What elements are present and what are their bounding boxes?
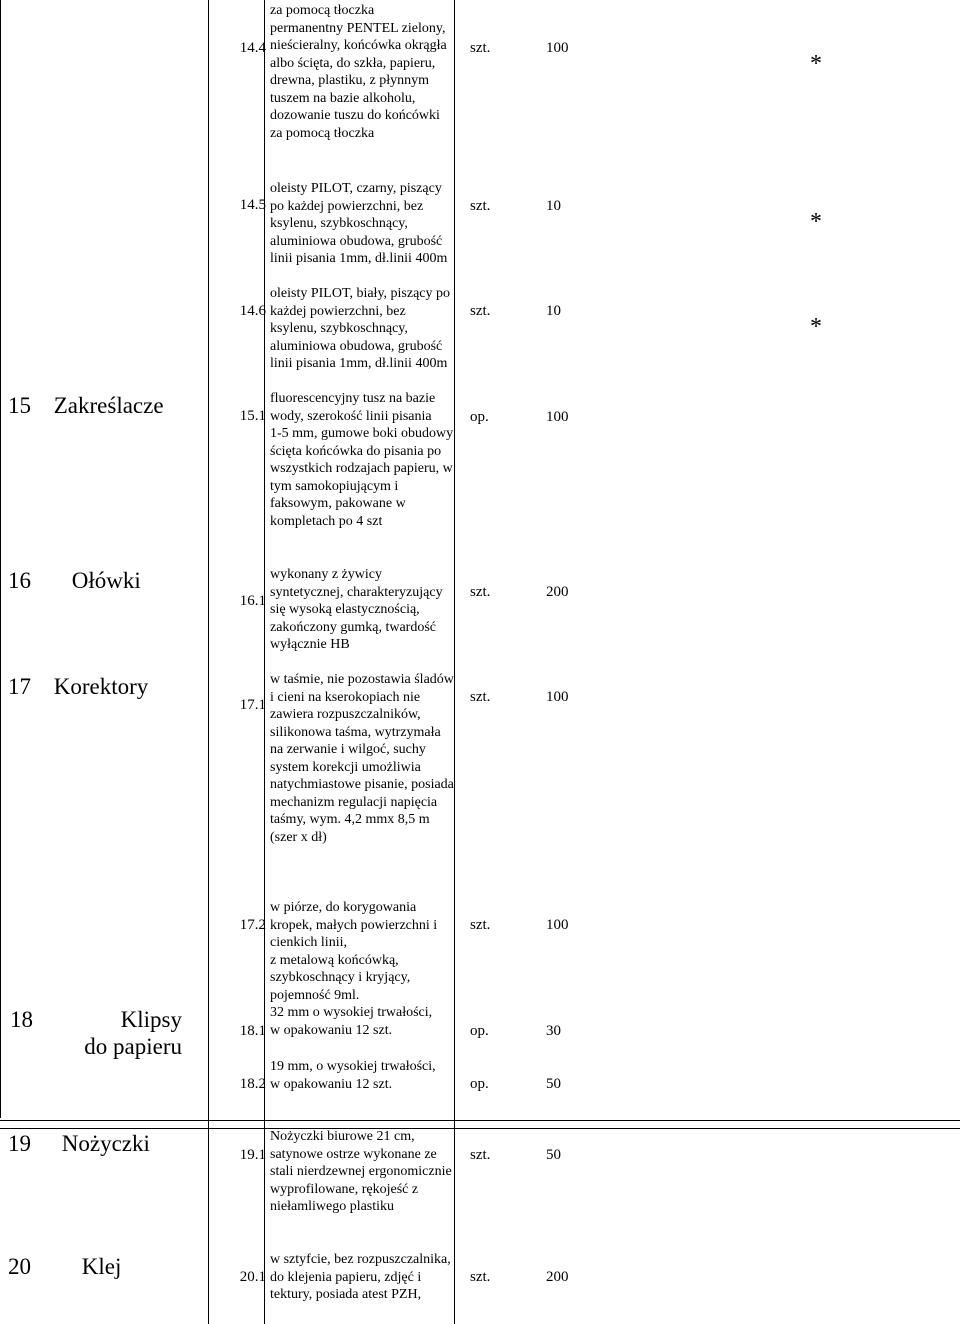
unit: op. bbox=[470, 1076, 489, 1092]
quantity: 100 bbox=[546, 409, 569, 425]
item-description: za pomocą tłoczka permanentny PENTEL zielony, nieścieralny, końcówka okrągła albo ścięta, do szkła, papieru, drewna, plastiku, z płynnym tuszem na bazie alkoholu, dozowanie tuszu do końcówki za pomocą tłoczka bbox=[270, 3, 447, 141]
quantity: 50 bbox=[546, 1076, 561, 1092]
grid-line bbox=[0, 0, 1, 1118]
category-label: 17 Korektory bbox=[8, 674, 149, 699]
item-description: wykonany z żywicy syntetycznej, charakteryzujący się wysoką elastycznością, zakończony gumką, twardość wyłącznie HB bbox=[270, 567, 443, 652]
unit: szt. bbox=[470, 917, 491, 933]
quantity: 100 bbox=[546, 689, 569, 705]
item-description: Nożyczki biurowe 21 cm, satynowe ostrze wykonane ze stali nierdzewnej ergonomicznie wyprofilowane, rękojeść z niełamliwego plastiku bbox=[270, 1129, 452, 1214]
grid-line bbox=[0, 1120, 960, 1121]
unit: op. bbox=[470, 409, 489, 425]
item-description: oleisty PILOT, czarny, piszący po każdej powierzchni, bez ksylenu, szybkoschnący, aluminiowa obudowa, grubość linii pisania 1mm, dł.linii 400m bbox=[270, 181, 448, 266]
quantity: 10 bbox=[546, 198, 561, 214]
item-description: 32 mm o wysokiej trwałości, w opakowaniu 12 szt. bbox=[270, 1005, 433, 1038]
category-label: 16 Ołówki bbox=[8, 568, 141, 593]
item-description: oleisty PILOT, biały, piszący po każdej powierzchni, bez ksylenu, szybkoschnący, aluminiowa obudowa, grubość linii pisania 1mm, dł.linii 400m bbox=[270, 286, 451, 371]
unit: szt. bbox=[470, 689, 491, 705]
quantity: 50 bbox=[546, 1147, 561, 1163]
category-label: 19 Nożyczki bbox=[8, 1131, 150, 1156]
position-number: 20.1 bbox=[239, 1269, 266, 1285]
position-number: 17.2 bbox=[239, 917, 266, 933]
position-number: 17.1 bbox=[239, 697, 266, 713]
asterisk-mark: * bbox=[810, 51, 822, 77]
quantity: 200 bbox=[546, 584, 569, 600]
item-description: w piórze, do korygowania kropek, małych powierzchni i cienkich linii, z metalową końcówką, szybkoschnący i kryjący, pojemność 9ml. bbox=[270, 900, 438, 1003]
unit: szt. bbox=[470, 198, 491, 214]
position-number: 15.1 bbox=[239, 408, 266, 424]
unit: szt. bbox=[470, 40, 491, 56]
unit: szt. bbox=[470, 1269, 491, 1285]
asterisk-mark: * bbox=[810, 314, 822, 340]
quantity: 100 bbox=[546, 917, 569, 933]
category-label: 20 Klej bbox=[8, 1254, 122, 1279]
position-number: 14.4 bbox=[239, 40, 266, 56]
position-number: 14.6 bbox=[239, 303, 266, 319]
quantity: 200 bbox=[546, 1269, 569, 1285]
asterisk-mark: * bbox=[810, 209, 822, 235]
unit: op. bbox=[470, 1023, 489, 1039]
item-description: 19 mm, o wysokiej trwałości, w opakowaniu 12 szt. bbox=[270, 1059, 436, 1092]
unit: szt. bbox=[470, 584, 491, 600]
quantity: 100 bbox=[546, 40, 569, 56]
quantity: 10 bbox=[546, 303, 561, 319]
position-number: 18.1 bbox=[239, 1023, 266, 1039]
position-number: 14.5 bbox=[239, 197, 266, 213]
unit: szt. bbox=[470, 1147, 491, 1163]
grid-line bbox=[0, 1128, 960, 1129]
position-number: 18.2 bbox=[239, 1076, 266, 1092]
position-number: 19.1 bbox=[239, 1147, 266, 1163]
item-description: w taśmie, nie pozostawia śladów i cieni na kserokopiach nie zawiera rozpuszczalników, silikonowa taśma, wytrzymała na zerwanie i wilgoć, suchy system korekcji umożliwia natychmiastowe pisanie, posiada mechanizm regulacji napięcia taśmy, wym. 4,2 mmx 8,5 m (szer x dł) bbox=[270, 672, 454, 845]
category-label: 15 Zakreślacze bbox=[8, 393, 164, 418]
item-description: w sztyfcie, bez rozpuszczalnika, do klejenia papieru, zdjęć i tektury, posiada atest PZH, bbox=[270, 1252, 451, 1302]
category-label: 18 Klipsy do papieru bbox=[10, 1007, 182, 1059]
quantity: 30 bbox=[546, 1023, 561, 1039]
unit: szt. bbox=[470, 303, 491, 319]
position-number: 16.1 bbox=[239, 593, 266, 609]
item-description: fluorescencyjny tusz na bazie wody, szerokość linii pisania 1-5 mm, gumowe boki obudowy ścięta końcówka do pisania po wszystkich rodzajach papieru, w tym samokopiującym i faksowym, pakowane w kompletach po 4 szt bbox=[270, 391, 454, 529]
grid-line bbox=[208, 0, 209, 1324]
